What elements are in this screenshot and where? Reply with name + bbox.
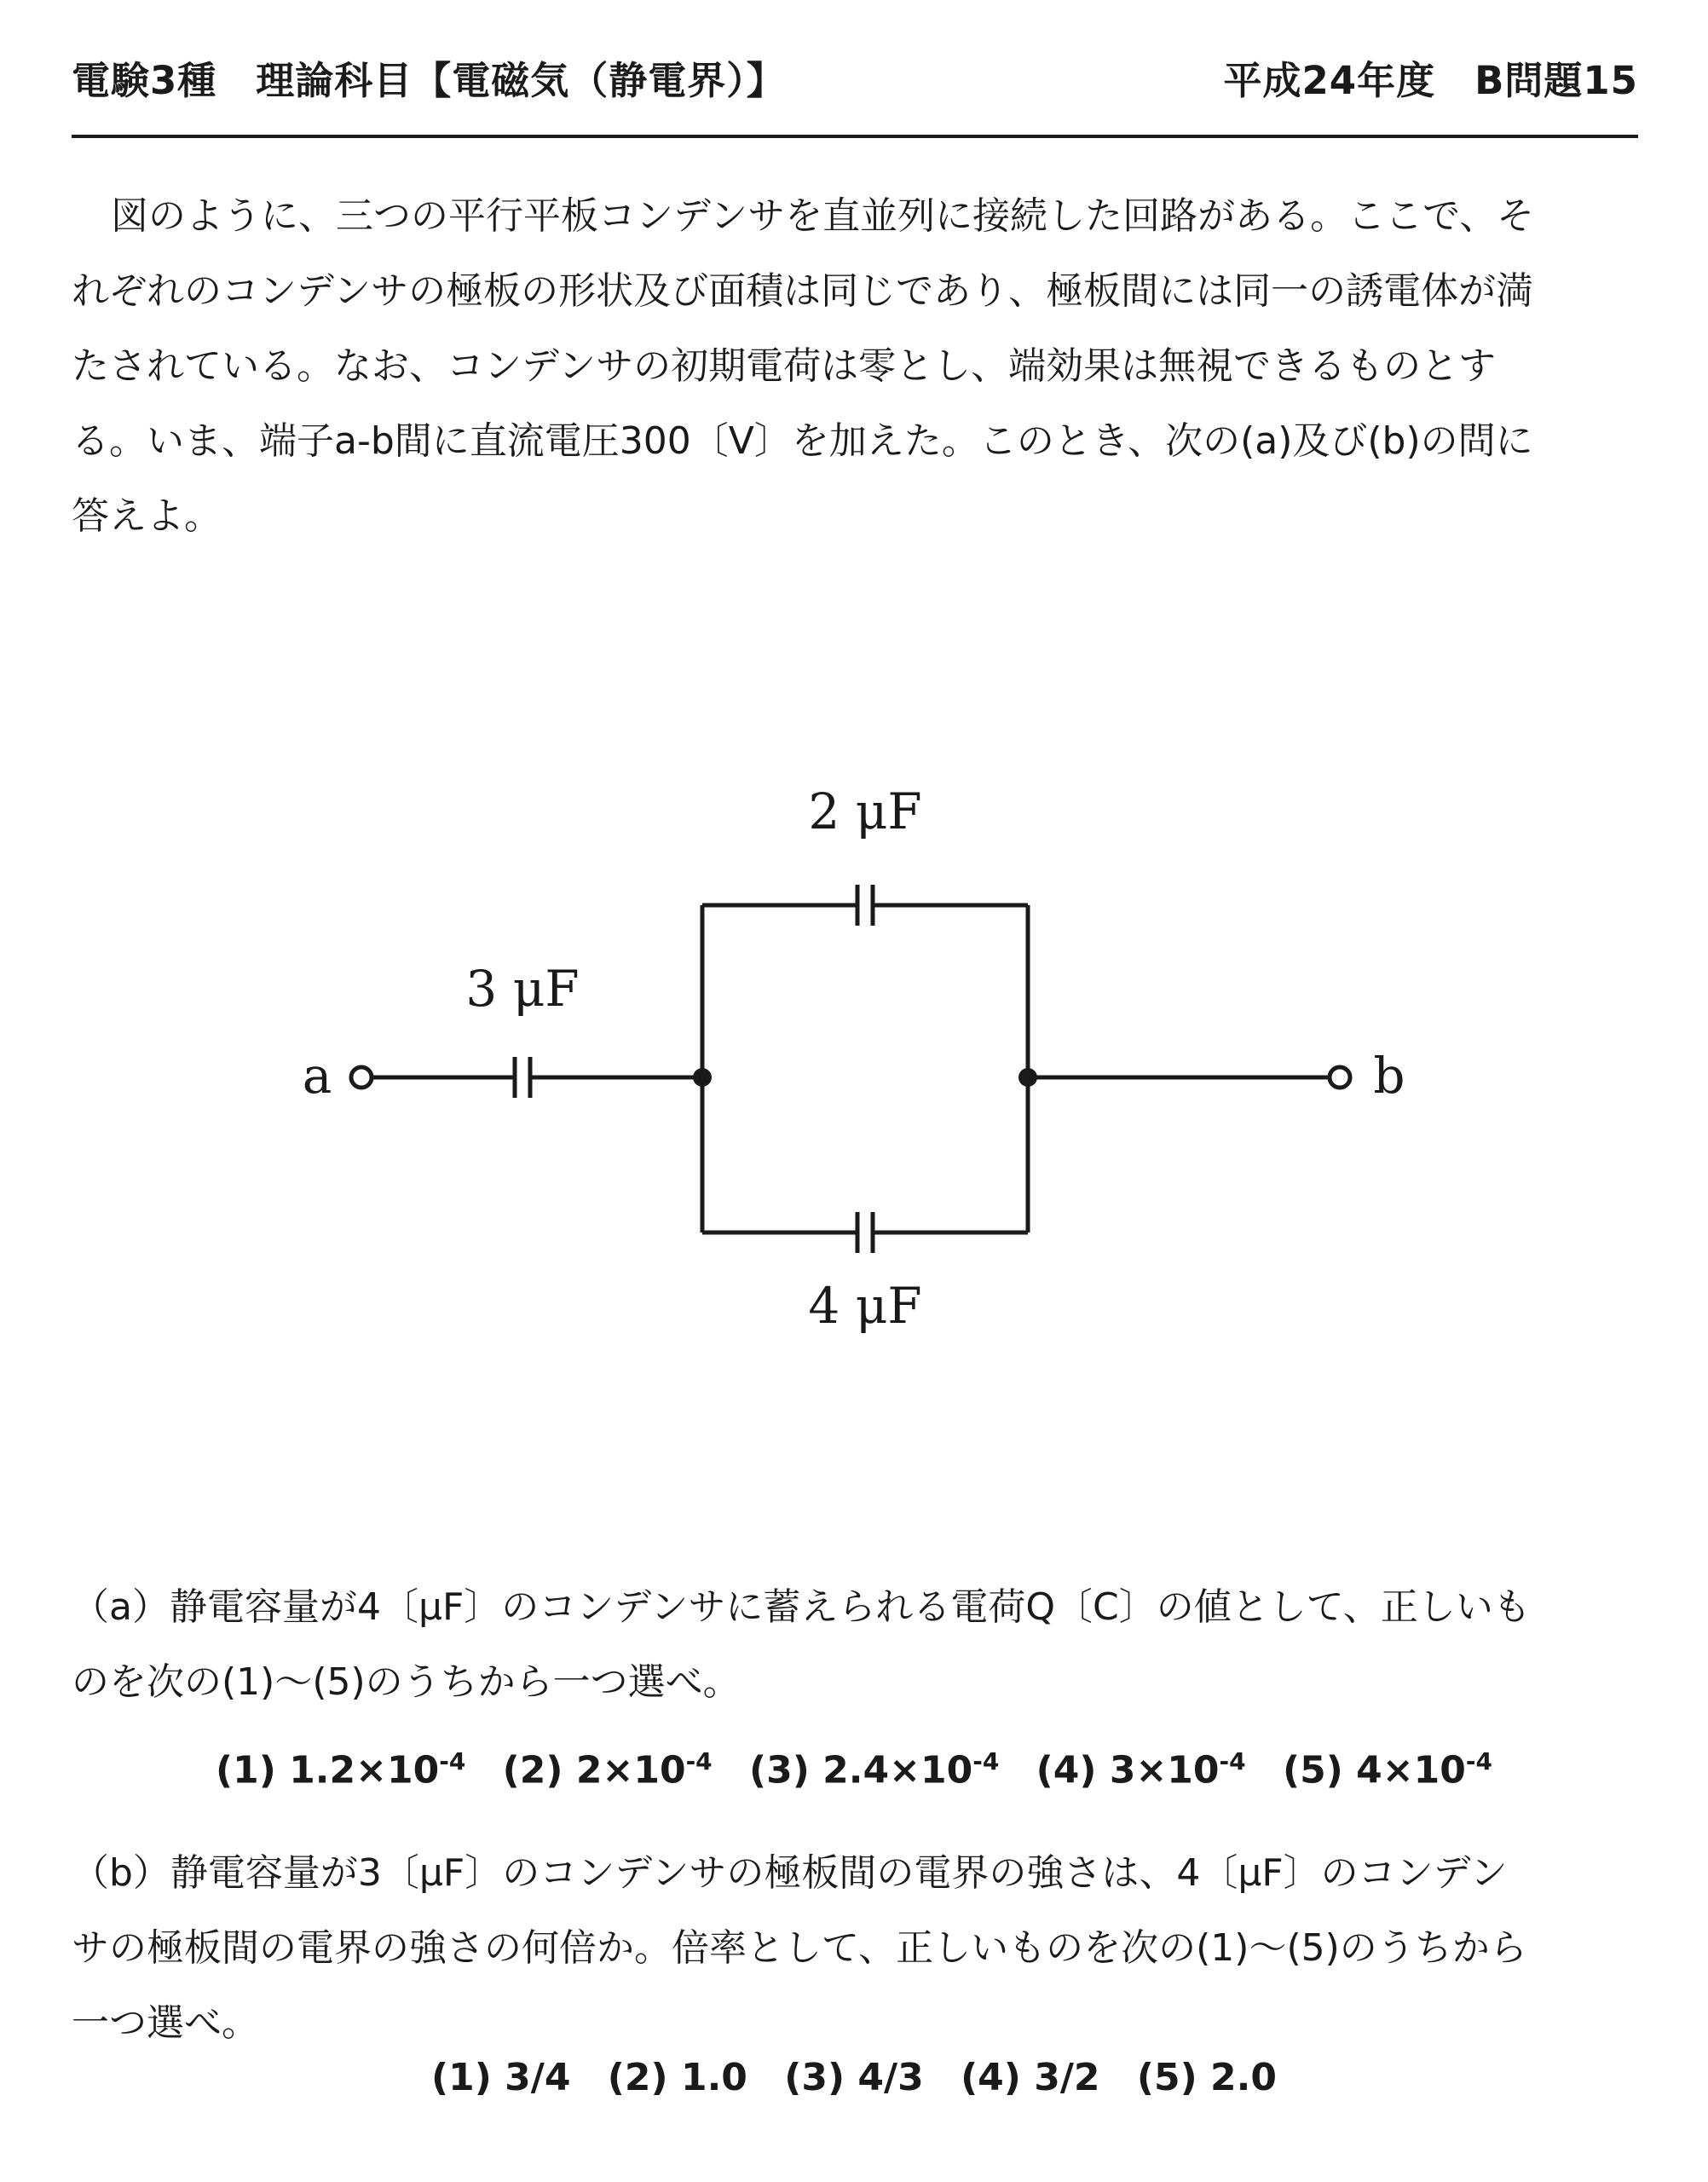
choice-b-4[interactable]: (4) 3/2 <box>961 2056 1100 2099</box>
answer-choices-b <box>0 2056 1708 2099</box>
question-line: （b）静電容量が3〔μF〕のコンデンサの極板間の電界の強さは、4〔μF〕のコンデン <box>72 1851 1508 1895</box>
terminal-b-label: b <box>1373 1047 1405 1105</box>
problem-line: 答えよ。 <box>72 494 222 538</box>
choice-a-3[interactable]: (3) $2.4\times 10^{-4}$ <box>749 1747 1000 1792</box>
terminal-a-icon <box>351 1067 372 1088</box>
choice-b-1[interactable]: (1) 3/4 <box>430 2056 571 2099</box>
circuit-diagram <box>256 759 1449 1372</box>
answer-choices-a <box>0 1747 1708 1792</box>
choice-a-4[interactable]: (4) $3\times 10^{-4}$ <box>1036 1747 1246 1792</box>
exam-year-question-number: 平成24年度 B問題15 <box>1223 58 1638 103</box>
problem-line: る。いま、端子a-b間に直流電圧300〔V〕を加えた。このとき、次の(a)及び(b)の問に <box>72 419 1533 463</box>
terminal-a-label: a <box>302 1047 332 1105</box>
subject-title: 電験3種 理論科目【電磁気（静電界）】 <box>72 58 786 103</box>
question-a <box>72 1570 1638 1720</box>
junction-dot <box>1018 1068 1037 1087</box>
problem-line: れぞれのコンデンサの極板の形状及び面積は同じであり、極板間には同一の誘電体が満 <box>72 269 1534 313</box>
choice-b-2[interactable]: (2) 1.0 <box>607 2056 747 2099</box>
choice-a-5[interactable]: (5) $4\times 10^{-4}$ <box>1282 1747 1492 1792</box>
terminal-b-icon <box>1330 1067 1350 1088</box>
choice-a-1[interactable]: (1) $1.2\times 10^{-4}$ <box>216 1747 466 1792</box>
question-line: 一つ選べ。 <box>72 2001 259 2045</box>
choice-a-2[interactable]: (2) $2\times 10^{-4}$ <box>502 1747 713 1792</box>
question-b <box>72 1836 1638 2061</box>
question-line: サの極板間の電界の強さの何倍か。倍率として、正しいものを次の(1)～(5)のうちから <box>72 1926 1527 1970</box>
question-line: （a）静電容量が4〔μF〕のコンデンサに蓄えられる電荷Q〔C〕の値として、正しいも <box>72 1585 1531 1629</box>
capacitor-2uf-label: 2 μF <box>808 782 922 840</box>
question-line: のを次の(1)～(5)のうちから一つ選べ。 <box>72 1660 741 1704</box>
problem-line: 図のように、三つの平行平板コンデンサを直並列に接続した回路がある。ここで、そ <box>111 194 1535 238</box>
capacitor-4uf-label: 4 μF <box>808 1277 922 1335</box>
capacitor-3uf-label: 3 μF <box>465 960 580 1018</box>
problem-statement <box>72 179 1638 554</box>
header-divider <box>72 135 1638 138</box>
problem-line: たされている。なお、コンデンサの初期電荷は零とし、端効果は無視できるものとす <box>72 344 1497 388</box>
junction-dot <box>693 1068 712 1087</box>
choice-b-5[interactable]: (5) 2.0 <box>1136 2056 1277 2099</box>
choice-b-3[interactable]: (3) 4/3 <box>784 2056 924 2099</box>
page-header <box>72 49 1638 109</box>
